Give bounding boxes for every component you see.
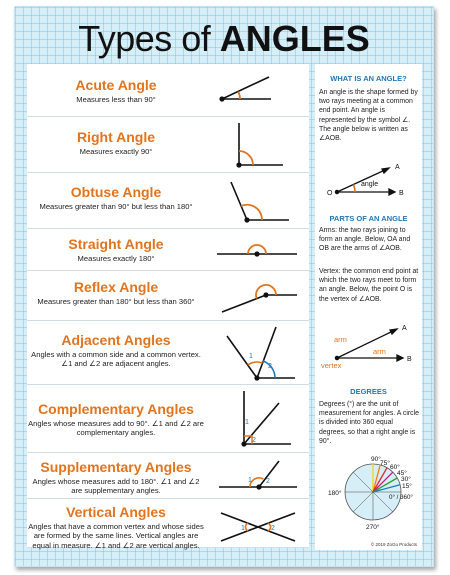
adjacent-angles-diagram: [209, 321, 309, 384]
reflex-angle-title: Reflex Angle: [73, 279, 159, 295]
row-obtuse-angle: [27, 173, 309, 229]
diagram2-label-arm-top: arm: [334, 335, 347, 344]
angle-aob-diagram: [315, 156, 422, 206]
diagram1-label-b: B: [399, 190, 404, 197]
acute-angle-title: Acute Angle: [75, 77, 157, 93]
title-angles: ANGLES: [219, 18, 370, 59]
row-supplementary-angles: [27, 453, 309, 499]
what-is-an-angle-text: An angle is the shape formed by two rays meeting at a common end point. An angle is represented by the symbol ∠. The angle below is written as ∠AOB.: [319, 89, 418, 143]
adjacent-angles-desc: Angles with a common side and a common vertex. ∠1 and ∠2 are adjacent angles.: [31, 350, 201, 369]
obtuse-angle-title: Obtuse Angle: [70, 184, 162, 200]
row-acute-angle: [27, 64, 309, 117]
diagram1-label-angle: angle: [361, 181, 379, 188]
vertical-label-1: 1: [241, 525, 245, 532]
diagram2-label-b: B: [407, 356, 412, 363]
row-vertical-angles: [27, 499, 309, 548]
right-angle-diagram: [209, 117, 309, 172]
protractor-label-30: 30°: [401, 476, 411, 483]
degrees-heading: DEGREES: [350, 387, 387, 396]
degrees-text: Degrees (°) are the unit of measurement for angles. A circle is divided into 360 equal degrees, so that a right angle is 90°.: [319, 401, 419, 445]
reflex-angle-desc: Measures greater than 180° but less than 360°: [37, 297, 195, 306]
protractor-label-15: 15°: [402, 483, 412, 490]
title-types-of: Types of: [78, 18, 220, 59]
row-complementary-angles: [27, 385, 309, 453]
row-straight-angle: [27, 229, 309, 271]
vertical-angles-diagram: [209, 499, 309, 547]
vertex-text: Vertex: the common end point at which the two rays meet to form an angle. Below, the point O is the vertex of ∠AOB.: [319, 268, 419, 303]
protractor-label-180: 180°: [328, 490, 342, 497]
adjacent-angles-title: Adjacent Angles: [61, 332, 171, 348]
parts-of-angle-diagram: [315, 319, 422, 371]
complementary-label-1: 1: [245, 419, 249, 426]
diagram1-label-a: A: [395, 164, 400, 171]
straight-angle-desc: Measures exactly 180°: [77, 254, 155, 263]
vertical-label-2: 2: [271, 525, 275, 532]
diagram2-label-vertex: vertex: [321, 361, 342, 370]
right-angle-title: Right Angle: [76, 129, 156, 145]
protractor-label-45: 45°: [397, 470, 407, 477]
supplementary-angles-diagram: [209, 453, 309, 498]
complementary-label-2: 2: [252, 437, 256, 444]
right-angle-desc: Measures exactly 90°: [79, 147, 153, 156]
protractor-diagram: [315, 444, 422, 544]
protractor-label-270: 270°: [366, 524, 380, 531]
straight-angle-title: Straight Angle: [68, 236, 164, 252]
adjacent-label-1: 1: [249, 353, 253, 360]
poster: [14, 6, 434, 567]
supplementary-angles-title: Supplementary Angles: [40, 459, 192, 475]
acute-angle-diagram: [209, 64, 309, 116]
angle-types-list: [27, 64, 309, 548]
info-sidebar: [315, 64, 422, 550]
diagram1-label-o: O: [327, 190, 333, 197]
diagram2-label-a: A: [402, 325, 407, 332]
supplementary-label-1: 1: [248, 477, 252, 484]
vertical-angles-desc: Angles that have a common vertex and whose sides are formed by the same lines. Vertical angles are equal in measure. ∠1 and ∠2 are vertical angles.: [28, 522, 204, 550]
poster-title: [15, 19, 433, 59]
protractor-label-0-360: 0° / 360°: [389, 494, 413, 501]
adjacent-label-2: 2: [268, 363, 272, 370]
what-is-an-angle-heading: WHAT IS AN ANGLE?: [330, 74, 407, 83]
row-reflex-angle: [27, 271, 309, 321]
acute-angle-desc: Measures less than 90°: [76, 95, 156, 104]
reflex-angle-diagram: [209, 271, 309, 320]
arms-text: Arms: the two rays joining to form an angle. Below, OA and OB are the arms of ∠AOB.: [319, 227, 411, 253]
supplementary-angles-desc: Angles whose measures add to 180°. ∠1 and ∠2 are supplementary angles.: [32, 477, 200, 496]
protractor-label-75: 75°: [380, 460, 390, 467]
vertical-angles-title: Vertical Angles: [66, 504, 166, 520]
complementary-angles-diagram: [209, 385, 309, 452]
obtuse-angle-desc: Measures greater than 90° but less than 180°: [39, 202, 193, 211]
complementary-angles-desc: Angles whose measures add to 90°. ∠1 and ∠2 are complementary angles.: [28, 419, 204, 438]
straight-angle-diagram: [209, 229, 309, 270]
protractor-label-60: 60°: [390, 464, 400, 471]
complementary-angles-title: Complementary Angles: [38, 401, 194, 417]
diagram2-label-arm-bottom: arm: [373, 347, 386, 356]
obtuse-angle-diagram: [209, 173, 309, 228]
copyright-text: © 2019 ZoGo Products: [370, 542, 417, 547]
row-adjacent-angles: [27, 321, 309, 385]
supplementary-label-2: 2: [266, 478, 270, 485]
protractor-label-90: 90°: [371, 456, 381, 463]
parts-of-an-angle-heading: PARTS OF AN ANGLE: [329, 214, 408, 223]
row-right-angle: [27, 117, 309, 173]
